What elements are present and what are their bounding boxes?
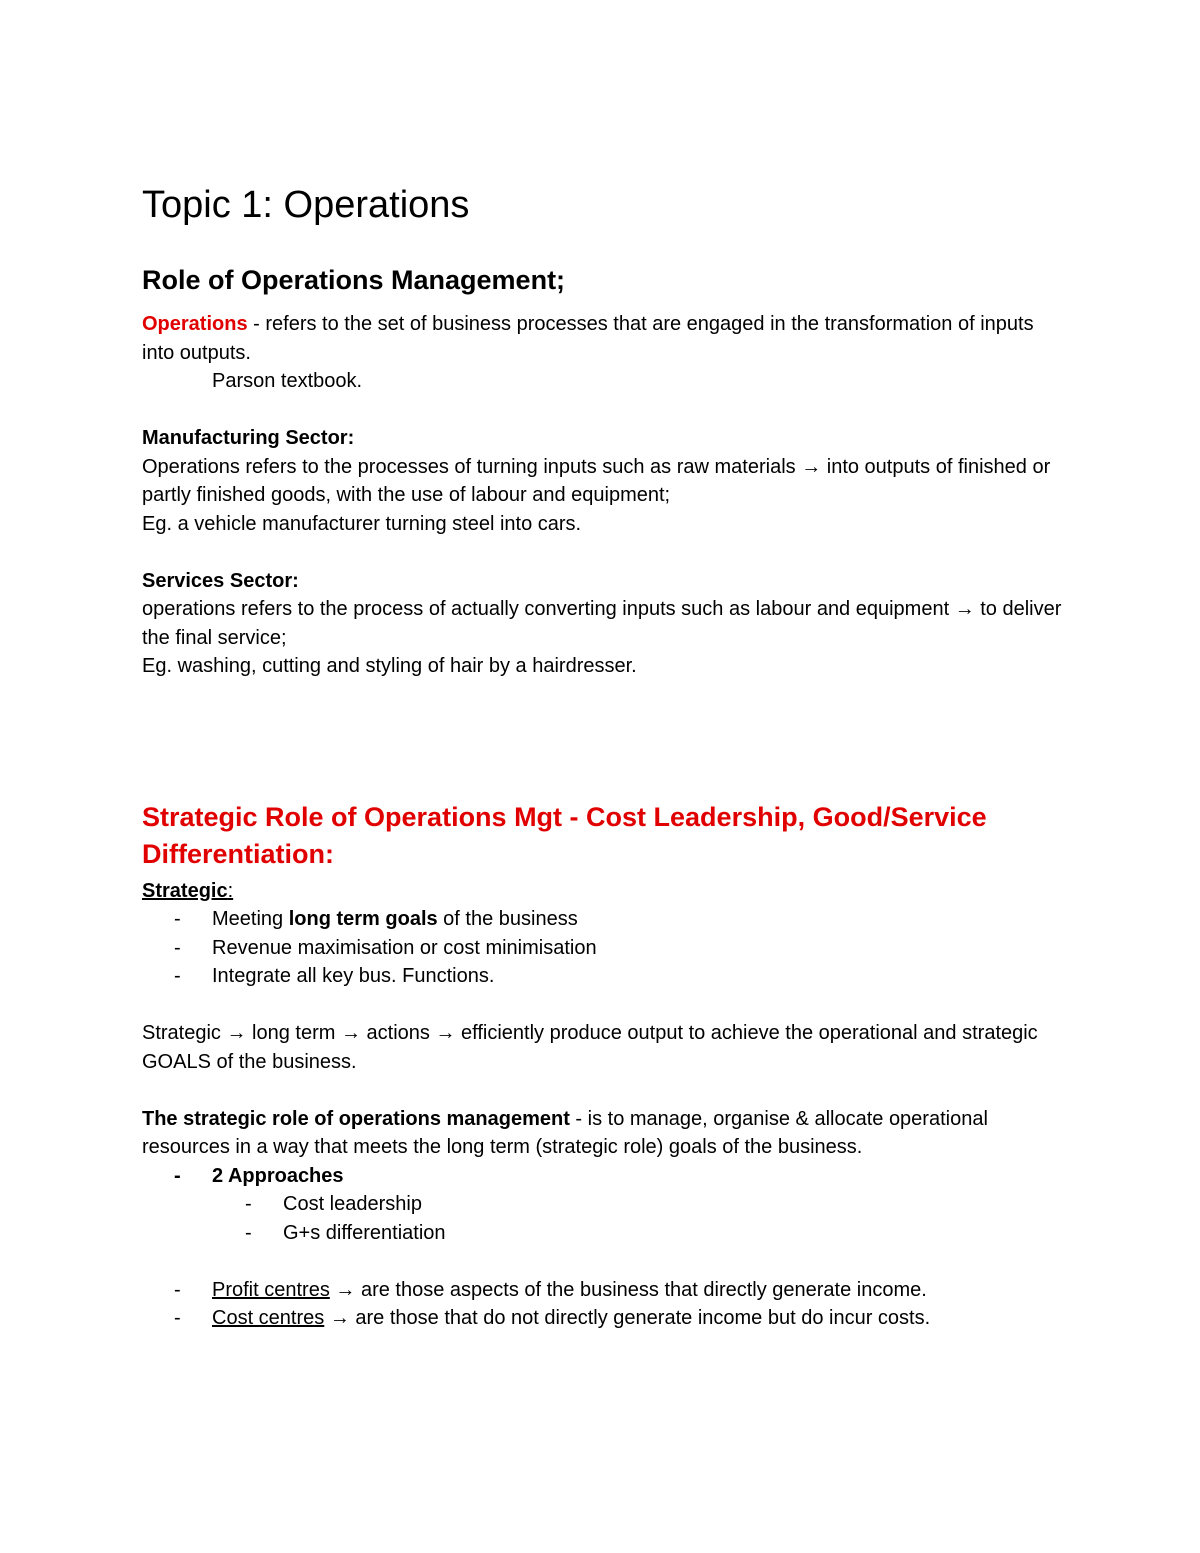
operations-term: Operations (142, 313, 248, 335)
bullet-text: → are those aspects of the business that directly generate income. (329, 1278, 927, 1301)
dash-bullet: - (245, 1221, 252, 1244)
centres-list (142, 1276, 1062, 1333)
dash-bullet: - (174, 1164, 181, 1187)
list-item (142, 1304, 1062, 1333)
dash-bullet: - (174, 936, 181, 959)
dash-bullet: - (174, 1307, 181, 1329)
list-item (142, 1190, 1062, 1219)
approaches-label: 2 Approaches (212, 1164, 344, 1187)
bullet-text: Cost leadership (283, 1193, 422, 1215)
manufacturing-text: Operations refers to the processes of turning inputs such as raw materials → into outputs of finished or partly finished goods, with the use of labour and equipment; (142, 455, 1051, 506)
dash-bullet: - (174, 965, 181, 987)
strategic-label-line (142, 877, 1062, 906)
services-text: operations refers to the process of actually converting inputs such as labour and equipment → to deliver the final service; (142, 598, 1062, 649)
approaches-list (142, 1162, 1062, 1191)
operations-definition (142, 310, 1062, 367)
dash-bullet: - (245, 1193, 252, 1215)
list-item (142, 1162, 1062, 1191)
strategic-colon: : (227, 879, 234, 902)
page-title: Topic 1: Operations (142, 184, 470, 226)
manufacturing-example: Eg. a vehicle manufacturer turning steel into cars. (142, 512, 582, 535)
strategic-flow: Strategic → long term → actions → efficiently produce output to achieve the operational and strategic GOALS of the business. (142, 1022, 1038, 1073)
source-note: Parson textbook. (212, 370, 363, 392)
document-page (142, 180, 1062, 1333)
dash-bullet: - (174, 908, 181, 930)
approaches-sublist (142, 1190, 1062, 1247)
strategic-list (142, 905, 1062, 991)
bullet-text: Integrate all key bus. Functions. (212, 965, 495, 987)
list-item (142, 962, 1062, 991)
operations-def-text: - refers to the set of business processes that are engaged in the transformation of inputs into outputs. (142, 313, 1034, 364)
strategic-role-term: The strategic role of operations management (142, 1107, 570, 1130)
strategic-role-def: - is to manage, organise & allocate operational resources in a way that meets the long term (strategic role) goals of the business. (142, 1107, 988, 1158)
cost-centres-term: Cost centres (212, 1307, 325, 1329)
services-example: Eg. washing, cutting and styling of hair by a hairdresser. (142, 655, 637, 677)
bullet-text: of the business (437, 908, 578, 930)
strategic-section-heading: Strategic Role of Operations Mgt - Cost Leadership, Good/Service Differentiation: (142, 801, 987, 869)
profit-centres-term: Profit centres (212, 1278, 330, 1301)
services-heading: Services Sector: (142, 569, 299, 592)
strategic-role-definition (142, 1105, 1062, 1162)
bullet-text: Meeting (212, 908, 289, 930)
bullet-text: G+s differentiation (283, 1221, 446, 1244)
manufacturing-heading: Manufacturing Sector: (142, 427, 355, 449)
strategic-label: Strategic (142, 879, 228, 902)
list-item (142, 905, 1062, 934)
bullet-bold-text: long term goals (288, 908, 438, 930)
list-item (142, 1276, 1062, 1305)
bullet-text: → are those that do not directly generate income but do incur costs. (324, 1307, 931, 1329)
section-heading-role: Role of Operations Management; (142, 265, 566, 295)
list-item (142, 1219, 1062, 1248)
list-item (142, 934, 1062, 963)
bullet-text: Revenue maximisation or cost minimisation (212, 936, 597, 959)
dash-bullet: - (174, 1278, 181, 1301)
